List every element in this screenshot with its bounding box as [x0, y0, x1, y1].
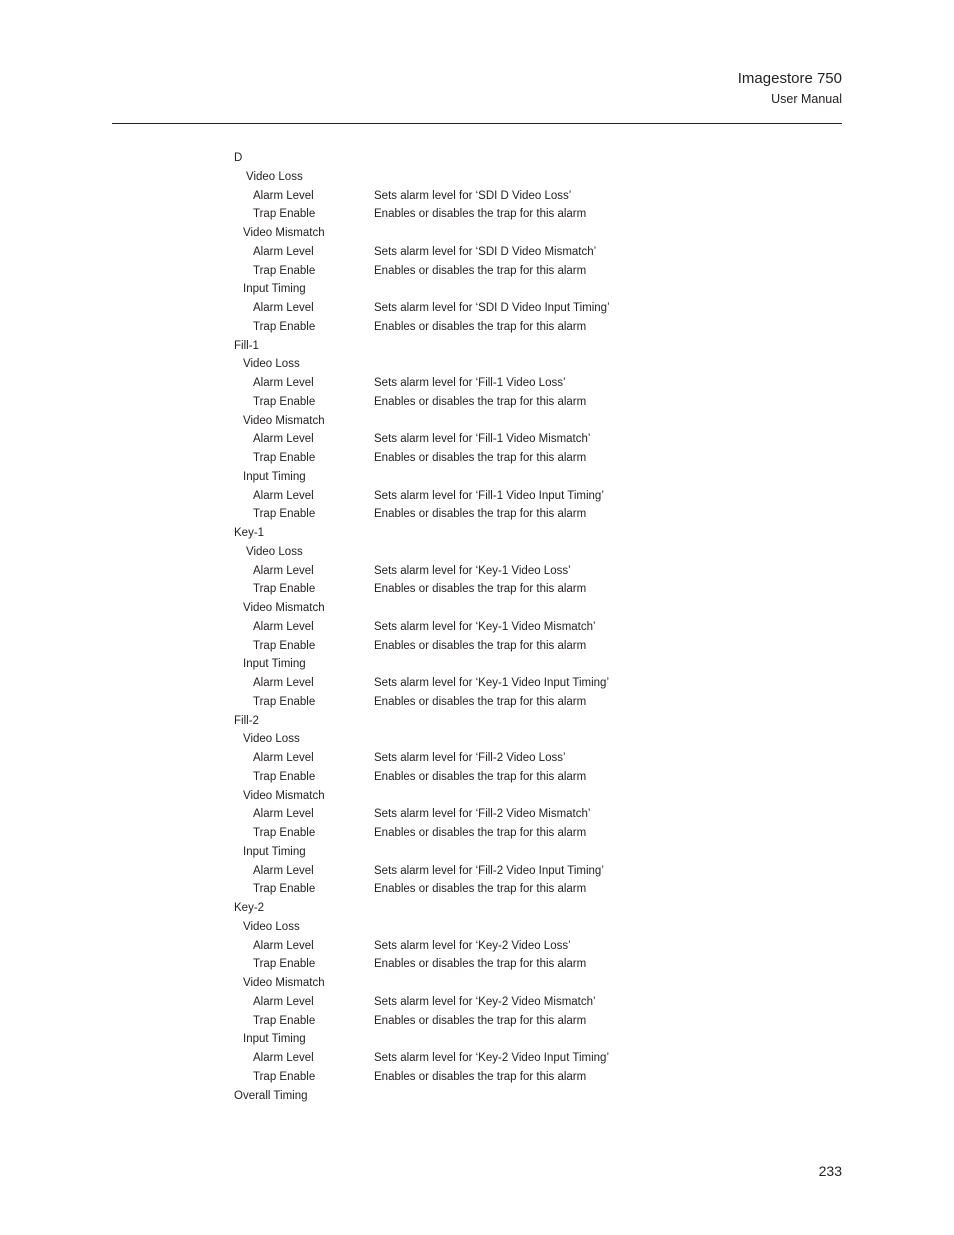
parameter-label: Video Mismatch [243, 602, 325, 614]
parameter-description: Sets alarm level for ‘Fill-1 Video Loss’ [374, 377, 566, 389]
subsection-heading [234, 280, 834, 299]
parameter-row [234, 805, 834, 824]
parameter-label: Overall Timing [234, 1089, 308, 1102]
parameter-row [234, 824, 834, 843]
parameter-description: Sets alarm level for ‘Key-1 Video Loss’ [374, 564, 571, 577]
parameter-label: Video Loss [243, 733, 300, 746]
parameter-label: Fill-2 [234, 714, 259, 727]
section-heading [234, 149, 834, 168]
subsection-heading [234, 787, 834, 806]
parameter-description: Enables or disables the trap for this alarm [374, 583, 587, 596]
subsection-heading [234, 918, 834, 937]
parameter-label: Alarm Level [253, 752, 314, 764]
parameter-description: Enables or disables the trap for this alarm [374, 508, 587, 521]
parameter-description: Enables or disables the trap for this alarm [374, 264, 587, 277]
parameter-description: Sets alarm level for ‘SDI D Video Input Timing’ [374, 302, 610, 314]
subsection-heading [234, 224, 834, 243]
subsection-heading [234, 974, 834, 993]
parameter-description: Enables or disables the trap for this alarm [374, 695, 587, 708]
alarm-parameter-list [234, 149, 834, 1105]
parameter-row [234, 749, 834, 768]
section-heading [234, 524, 834, 543]
subsection-heading [234, 843, 834, 862]
parameter-label: Video Loss [243, 358, 300, 371]
document-subtitle: User Manual [771, 92, 842, 106]
parameter-label: Alarm Level [253, 677, 314, 689]
parameter-row [234, 693, 834, 712]
parameter-label: Alarm Level [253, 377, 314, 389]
parameter-label: Fill-1 [234, 339, 259, 352]
parameter-description: Enables or disables the trap for this alarm [374, 1014, 587, 1027]
parameter-description: Sets alarm level for ‘Key-2 Video Mismatch’ [374, 995, 596, 1008]
parameter-label: Input Timing [243, 470, 306, 483]
parameter-description: Enables or disables the trap for this alarm [374, 452, 587, 464]
parameter-row [234, 449, 834, 468]
header-divider [112, 123, 842, 124]
parameter-row [234, 299, 834, 318]
parameter-label: Alarm Level [253, 808, 314, 821]
parameter-row [234, 243, 834, 262]
parameter-row [234, 505, 834, 524]
parameter-description: Sets alarm level for ‘SDI D Video Mismatch’ [374, 245, 597, 258]
parameter-label: Video Mismatch [243, 789, 325, 802]
parameter-row [234, 562, 834, 581]
parameter-row [234, 262, 834, 281]
parameter-label: Alarm Level [253, 564, 314, 577]
parameter-row [234, 880, 834, 899]
parameter-label: Trap Enable [253, 452, 316, 464]
parameter-label: Trap Enable [253, 208, 316, 221]
parameter-description: Enables or disables the trap for this alarm [374, 770, 587, 783]
parameter-label: Alarm Level [253, 245, 314, 258]
parameter-label: Alarm Level [253, 189, 314, 202]
parameter-row [234, 487, 834, 506]
parameter-label: Key-1 [234, 527, 265, 539]
parameter-label: Trap Enable [253, 958, 316, 971]
parameter-label: Alarm Level [253, 620, 314, 633]
parameter-label: D [234, 152, 243, 164]
subsection-heading [234, 730, 834, 749]
parameter-description: Enables or disables the trap for this alarm [374, 1070, 587, 1083]
parameter-description: Enables or disables the trap for this alarm [374, 827, 587, 839]
parameter-label: Trap Enable [253, 264, 316, 277]
subsection-heading [234, 655, 834, 674]
parameter-label: Trap Enable [253, 1014, 316, 1027]
parameter-label: Alarm Level [253, 489, 314, 502]
parameter-label: Trap Enable [253, 695, 316, 708]
parameter-label: Trap Enable [253, 320, 316, 333]
parameter-row [234, 393, 834, 412]
parameter-row [234, 937, 834, 956]
parameter-label: Trap Enable [253, 883, 316, 896]
parameter-description: Enables or disables the trap for this alarm [374, 958, 587, 971]
parameter-row [234, 862, 834, 881]
parameter-description: Sets alarm level for ‘Key-2 Video Input Timing’ [374, 1052, 610, 1064]
parameter-label: Trap Enable [253, 508, 316, 521]
parameter-label: Alarm Level [253, 995, 314, 1008]
parameter-description: Enables or disables the trap for this alarm [374, 883, 587, 896]
parameter-description: Sets alarm level for ‘Key-2 Video Loss’ [374, 939, 571, 952]
parameter-row [234, 580, 834, 599]
parameter-description: Sets alarm level for ‘Key-1 Video Mismatch’ [374, 620, 596, 633]
parameter-label: Trap Enable [253, 827, 316, 839]
parameter-description: Enables or disables the trap for this alarm [374, 320, 587, 333]
parameter-label: Input Timing [243, 845, 306, 858]
page-number: 233 [818, 1163, 842, 1179]
parameter-label: Trap Enable [253, 639, 316, 652]
subsection-heading [234, 412, 834, 431]
parameter-description: Sets alarm level for ‘Key-1 Video Input Timing’ [374, 677, 610, 689]
parameter-label: Video Loss [246, 170, 303, 183]
parameter-row [234, 1068, 834, 1087]
subsection-heading [234, 599, 834, 618]
parameter-description: Sets alarm level for ‘Fill-1 Video Input Timing’ [374, 489, 604, 502]
subsection-heading [234, 355, 834, 374]
parameter-label: Input Timing [243, 1033, 306, 1046]
parameter-label: Input Timing [243, 283, 306, 296]
parameter-row [234, 205, 834, 224]
parameter-row [234, 374, 834, 393]
parameter-row [234, 637, 834, 656]
parameter-row [234, 1049, 834, 1068]
parameter-label: Trap Enable [253, 583, 316, 596]
parameter-row [234, 993, 834, 1012]
parameter-label: Video Mismatch [243, 977, 325, 989]
parameter-row [234, 618, 834, 637]
subsection-heading [234, 468, 834, 487]
parameter-row [234, 187, 834, 206]
parameter-label: Alarm Level [253, 939, 314, 952]
parameter-label: Trap Enable [253, 1070, 316, 1083]
subsection-heading [234, 1030, 834, 1049]
parameter-label: Alarm Level [253, 433, 314, 446]
parameter-description: Enables or disables the trap for this alarm [374, 395, 587, 408]
parameter-description: Sets alarm level for ‘Fill-2 Video Mismatch’ [374, 808, 591, 821]
section-heading [234, 1087, 834, 1106]
subsection-heading [234, 168, 834, 187]
parameter-label: Video Loss [246, 545, 303, 558]
parameter-label: Trap Enable [253, 395, 316, 408]
parameter-label: Input Timing [243, 658, 306, 671]
parameter-label: Key-2 [234, 902, 265, 914]
parameter-label: Video Mismatch [243, 414, 325, 427]
parameter-row [234, 768, 834, 787]
parameter-label: Alarm Level [253, 302, 314, 314]
parameter-description: Enables or disables the trap for this alarm [374, 208, 587, 221]
parameter-row [234, 430, 834, 449]
subsection-heading [234, 543, 834, 562]
parameter-label: Video Loss [243, 920, 300, 933]
parameter-label: Alarm Level [253, 864, 314, 877]
section-heading [234, 712, 834, 731]
section-heading [234, 337, 834, 356]
parameter-row [234, 1012, 834, 1031]
parameter-label: Video Mismatch [243, 227, 325, 239]
parameter-description: Sets alarm level for ‘Fill-2 Video Input Timing’ [374, 864, 604, 877]
parameter-description: Enables or disables the trap for this alarm [374, 639, 587, 652]
parameter-label: Alarm Level [253, 1052, 314, 1064]
document-title: Imagestore 750 [737, 70, 842, 87]
parameter-row [234, 955, 834, 974]
parameter-row [234, 674, 834, 693]
parameter-row [234, 318, 834, 337]
parameter-description: Sets alarm level for ‘Fill-1 Video Mismatch’ [374, 433, 591, 446]
section-heading [234, 899, 834, 918]
parameter-description: Sets alarm level for ‘SDI D Video Loss’ [374, 189, 572, 202]
parameter-description: Sets alarm level for ‘Fill-2 Video Loss’ [374, 752, 566, 764]
parameter-label: Trap Enable [253, 770, 316, 783]
